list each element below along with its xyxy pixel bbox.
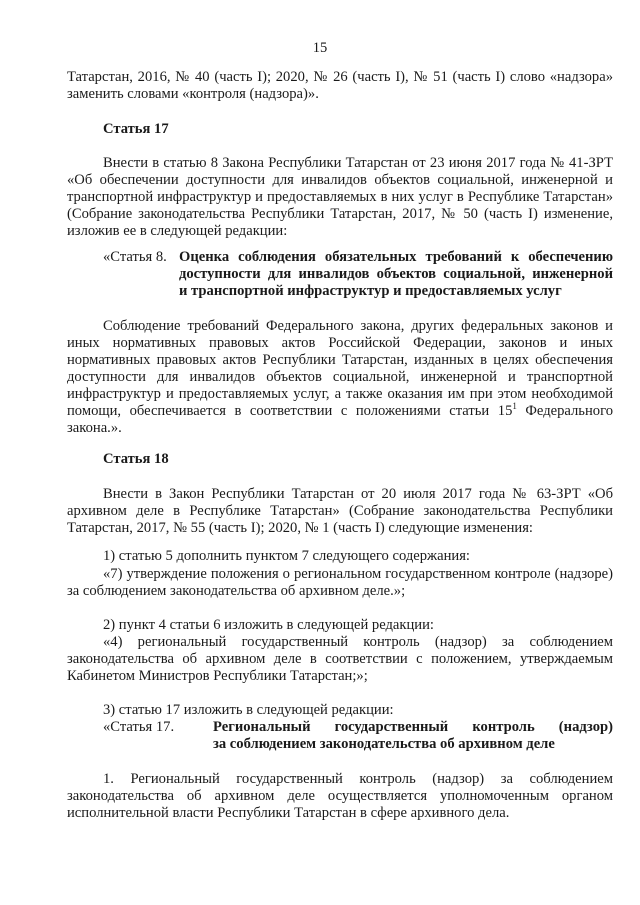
item-1-text: «7) утверждение положения о региональном государственном контроле (надзоре) за соблюдением законодательства об архивном деле.»; [67,566,613,599]
item-2-intro: 2) пункт 4 статьи 6 изложить в следующей редакции: [103,617,434,633]
article-17-paragraph: Внести в статью 8 Закона Республики Татарстан от 23 июня 2017 года № 41-ЗРТ «Об обеспечении доступности для инвалидов объектов социальной, инженерной и транспортной инфраструктур и предоставляемых в них услуг в Республике Татарстан» (Собрание законодательства Республики Татарстан, 2017, № 50 (часть I) изменение, изложив ее в следующей редакции: [67,155,613,239]
article-8-title [179,249,613,300]
article-18-paragraph: Внести в Закон Республики Татарстан от 20 июля 2017 года № 63-ЗРТ «Об архивном деле в Республике Татарстан» (Собрание законодательства Республики Татарстан, 2017, № 55 (часть I); 2020, № 1 (часть I) следующие изменения: [67,486,613,536]
item-2-text: «4) региональный государственный контроль (надзор) за соблюдением законодательства об архивном деле в соответствии с положением, утверждаемым Кабинетом Министров Республики Татарстан;»; [67,634,613,684]
article-17-heading: Статья 17 [103,121,169,137]
article-17-new-title [213,719,613,753]
article-8-body-sup: 1 [512,401,517,412]
article-8-label: «Статья 8. [103,249,167,265]
article-18-heading: Статья 18 [103,451,169,467]
article-17-new-title-line: Региональный государственный контроль (надзор) [213,719,613,735]
item-3-intro: 3) статью 17 изложить в следующей редакции: [103,702,394,718]
point-1-paragraph: 1. Региональный государственный контроль (надзор) за соблюдением законодательства об архивном деле осуществляется уполномоченным органом исполнительной власти Республики Татарстан в сфере архивного дела. [67,771,613,821]
article-8-title-line: Оценка соблюдения обязательных требований к обеспечению [179,249,613,265]
article-17-new-title-line: за соблюдением законодательства об архивном деле [213,736,555,752]
article-8-body-tail: Федерального закона.». [67,403,613,436]
intro-paragraph: Татарстан, 2016, № 40 (часть I); 2020, № 26 (часть I), № 51 (часть I) слово «надзора» заменить словами «контроля (надзора)». [67,69,613,102]
article-8-body-text: Соблюдение требований Федерального закона, других федеральных законов и иных нормативных правовых актов Российской Федерации, законов и иных нормативных правовых актов Республики Татарстан, изданных в целях обеспечения доступности для инвалидов объектов социальной, инженерной и транспортной инфраструктур и предоставляемых услуг, а также оказания им при этом необходимой помощи, обеспечивается в соответствии с положениями статьи 15 [67,318,613,419]
article-8-title-line: и транспортной инфраструктур и предоставляемых услуг [179,283,562,299]
page-number: 15 [312,40,328,56]
article-17-new-label: «Статья 17. [103,719,175,735]
article-8-body [67,318,613,437]
item-1-intro: 1) статью 5 дополнить пунктом 7 следующего содержания: [103,548,470,564]
article-8-title-line: доступности для инвалидов объектов социальной, инженерной [179,266,613,282]
